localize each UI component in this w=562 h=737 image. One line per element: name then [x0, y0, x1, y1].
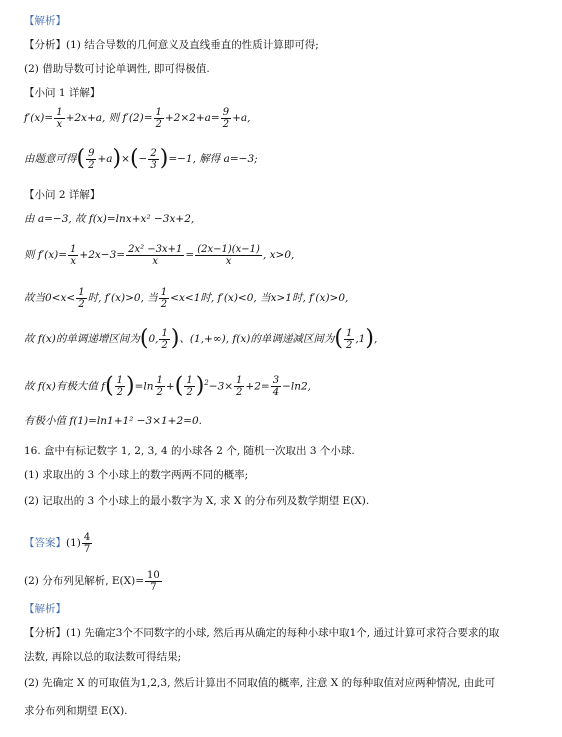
frac-1-over-2-c: $\frac{1}{2}$	[78, 286, 85, 310]
q2-sign-text-c: <x<1时, f′(x)<0, 当x>1时, f′(x)>0,	[170, 292, 349, 304]
problem-16-part-2: (2) 记取出的 3 个小球上的最小数字为 X, 求 X 的分布列及数学期望 E(X).	[24, 495, 370, 507]
frac-1-over-2-d: $\frac{1}{2}$	[160, 286, 168, 310]
q2-sign-text-a: 故当0<x<	[24, 292, 76, 304]
q2-int-zero: 0,	[148, 333, 159, 345]
q1-text-d: +2×2+a=	[164, 112, 220, 124]
q1-text-a: f′(x)=	[24, 112, 54, 124]
q2-function-line: 由 a=−3, 故 f(x)=lnx+x² −3x+2,	[24, 213, 195, 225]
q2-interval-line: 故 f(x)的单调递增区间为(0, $\frac{1}{2}$ )、(1,+∞), f(x)的单调递减区间为( $\frac{1}{2}$ ,1),	[24, 326, 378, 351]
q2-max-text-c: +	[165, 380, 175, 393]
frac-1-over-2-f: $\frac{1}{2}$	[345, 327, 353, 351]
q1-text-b: +2x+a	[65, 112, 103, 124]
q2-der-text-b: +2x−3=	[79, 249, 126, 261]
answer-2-label: (2) 分布列见解析, E(X)=	[24, 575, 145, 587]
q2-max-text-a: 故 f(x)有极大值 f	[24, 380, 106, 393]
frac-1-over-2-i: $\frac{1}{2}$	[186, 375, 193, 398]
q2-max-line: 故 f(x)有极大值 f( $\frac{1}{2}$ )=ln $\frac{1}{2}$ +( $\frac{1}{2}$ )$^2$−3× $\frac{1}{2}$ +2= $\frac{3}{4}$ −ln2,	[24, 373, 312, 399]
jiexi-tag: 【解析】	[24, 15, 66, 27]
q2-sign-line	[24, 284, 348, 312]
analysis-line-1: 【分析】(1) 结合导数的几何意义及直线垂直的性质计算即可得;	[24, 39, 319, 51]
analysis-line-2: (2) 借助导数可讨论单调性, 即可得极值.	[24, 63, 210, 75]
frac-1-over-2: $\frac{1}{2}$	[155, 106, 162, 130]
analysis2-line-4: 求分布列和期望 E(X).	[24, 705, 128, 717]
q2-derivative-line	[24, 240, 294, 270]
frac-factored-over-x: $\frac{(2x-1)(x-1)}{x}$	[197, 243, 260, 267]
q1-solve-text-b: +a	[97, 153, 113, 165]
frac-3-over-4: $\frac{3}{4}$	[272, 375, 280, 398]
frac-1-over-2-j: $\frac{1}{2}$	[236, 375, 243, 398]
answer-2-fraction: $\frac{10}{7}$	[147, 569, 160, 593]
q1-text-e: +a,	[232, 112, 251, 124]
q1-tag: 【小问 1 详解】	[24, 87, 101, 99]
frac-1-over-2-g: $\frac{1}{2}$	[116, 375, 124, 398]
q2-min-line: 有极小值 f(1)=ln1+1² −3×1+2=0.	[24, 415, 202, 427]
q2-sign-text-b: 时, f′(x)>0, 当	[87, 292, 158, 304]
q2-max-text-d: −3×	[208, 380, 234, 393]
q2-int-text-c: ,	[373, 333, 378, 345]
frac-9-over-2: $\frac{9}{2}$	[222, 106, 230, 130]
q2-der-text-a: 则 f′(x)=	[24, 249, 68, 261]
q1-text-c: , 则 f′(2)=	[102, 112, 153, 124]
jiexi-tag-2: 【解析】	[24, 603, 66, 615]
q2-int-one: ,1	[355, 333, 366, 345]
q2-der-text-d: , x>0,	[262, 249, 295, 261]
frac-1-over-2-h: $\frac{1}{2}$	[156, 375, 163, 398]
analysis2-line-1: 【分析】(1) 先确定3个不同数字的小球, 然后再从确定的每种小球中取1个, 通过计算可求符合要求的取	[24, 627, 500, 639]
answer-1-label: (1)	[66, 537, 81, 549]
analysis2-line-3: (2) 先确定 X 的可取值为1,2,3, 然后计算出不同取值的概率, 注意 X 的每种取值对应两种情况, 由此可	[24, 677, 496, 689]
answer-line-1	[24, 530, 93, 556]
frac-1-over-x: $\frac{1}{x}$	[56, 106, 63, 130]
q1-solve-text-c: ×	[121, 153, 130, 165]
answer-line-2	[24, 568, 163, 594]
q2-int-text-b: 、(1,+∞), f(x)的单调递减区间为	[179, 333, 335, 345]
analysis2-line-2: 法数, 再除以总的取法数可得结果;	[24, 651, 182, 663]
square-superscript: 2	[204, 379, 209, 387]
q1-solve-text-a: 由题意可得	[24, 153, 77, 165]
q1-solve-line: 由题意可得( $\frac{9}{2}$ +a)×(− $\frac{2}{3}$ )=−1, 解得 a=−3;	[24, 146, 258, 171]
answer-1-fraction: $\frac{4}{7}$	[83, 531, 91, 555]
q2-max-text-b: =ln	[134, 380, 154, 393]
q2-der-text-c: =	[185, 249, 195, 261]
frac-quadratic-over-x: $\frac{\text{2x² −3x+1}}{x}$	[128, 243, 183, 267]
frac-9-over-2-b: $\frac{9}{2}$	[88, 147, 95, 171]
frac-1-over-2-e: $\frac{1}{2}$	[161, 327, 168, 351]
frac-1-over-x-b: $\frac{1}{x}$	[70, 243, 77, 267]
frac-2-over-3: $\frac{2}{3}$	[150, 147, 157, 171]
problem-16-stem: 16. 盒中有标记数字 1, 2, 3, 4 的小球各 2 个, 随机一次取出 3 个小球.	[24, 445, 355, 457]
answer-tag: 【答案】	[24, 537, 66, 549]
problem-16-part-1: (1) 求取出的 3 个小球上的数字两两不同的概率;	[24, 469, 249, 481]
q1-solve-text-e: =−1, 解得 a=−3;	[168, 153, 258, 165]
q2-max-text-e: +2=	[245, 380, 270, 393]
q2-int-text-a: 故 f(x)的单调递增区间为	[24, 333, 140, 345]
q1-derivative-line	[24, 104, 250, 132]
q1-solve-text-d: −	[138, 153, 148, 165]
q2-tag: 【小问 2 详解】	[24, 189, 101, 201]
q2-max-text-f: −ln2,	[282, 380, 312, 393]
